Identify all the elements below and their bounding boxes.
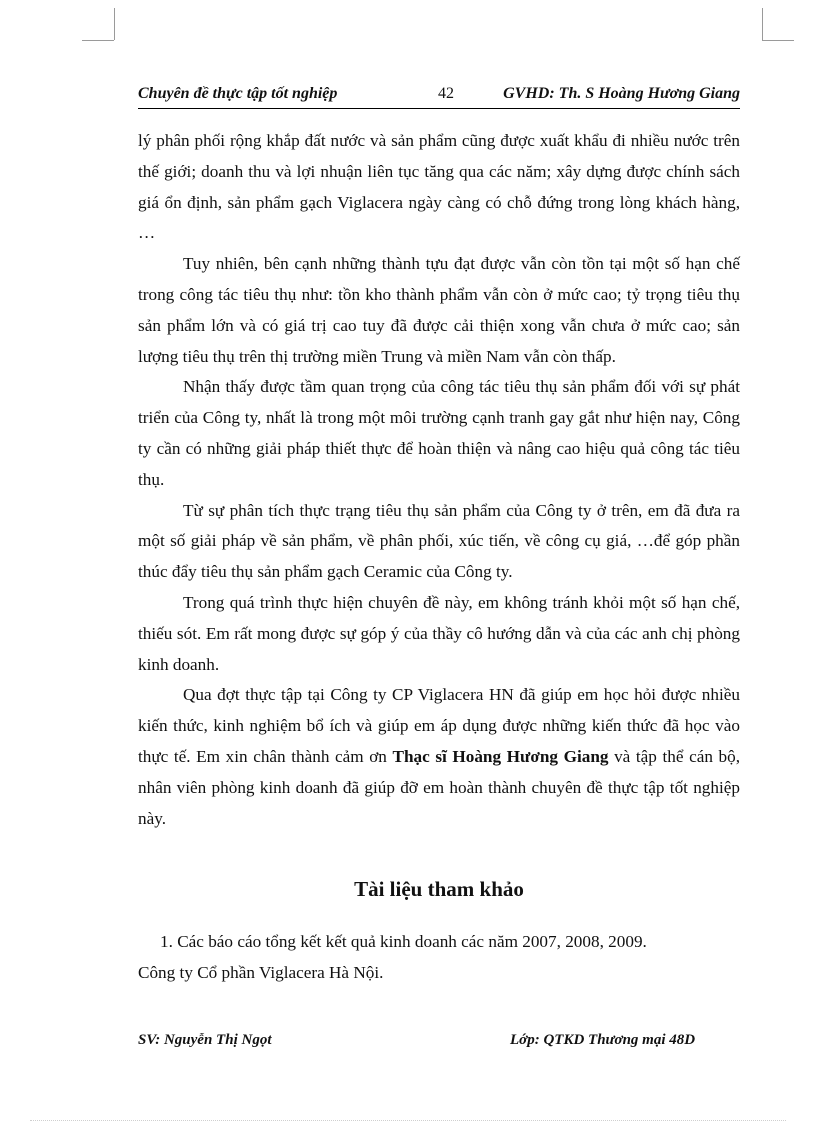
crop-mark-top-right-h — [762, 40, 794, 41]
references-list — [138, 926, 740, 988]
paragraph-3: Nhận thấy được tầm quan trọng của công tác tiêu thụ sản phẩm đối với sự phát triển của Công ty, nhất là trong một môi trường cạnh tranh gay gắt như hiện nay, Công ty cần có những giải pháp thiết thực để hoàn thiện và nâng cao hiệu quả công tác tiêu thụ. — [138, 377, 740, 489]
page-number: 42 — [438, 85, 454, 102]
paragraph-1: lý phân phối rộng khắp đất nước và sản phẩm cũng được xuất khẩu đi nhiều nước trên thế giới; doanh thu và lợi nhuận liên tục tăng qua các năm; xây dựng được chính sách giá ổn định, sản phẩm gạch Viglacera ngày càng có chỗ đứng trong lòng khách hàng, … — [138, 131, 740, 243]
paragraph-6-text-a: Qua đợt thực tập tại Công ty CP Viglacera HN đã giúp em học hỏi được nhiều kiến thức, kinh nghiệm bổ ích và giúp em áp dụng được những kiến thức đã học vào thực tế. Em xin chân thành cảm ơn — [138, 685, 740, 766]
reference-item-1: 1. Các báo cáo tổng kết kết quả kinh doanh các năm 2007, 2008, 2009. — [160, 932, 647, 951]
reference-item-1-continued: Công ty Cổ phần Viglacera Hà Nội. — [138, 963, 384, 982]
supervisor-name: Thạc sĩ Hoàng Hương Giang — [392, 746, 609, 766]
document-body — [138, 126, 740, 834]
crop-mark-top-left-h — [82, 40, 114, 41]
references-heading: Tài liệu tham khảo — [354, 877, 524, 901]
paragraph-6 — [138, 680, 740, 834]
paragraph-2: Tuy nhiên, bên cạnh những thành tựu đạt được vẫn còn tồn tại một số hạn chế trong công tác tiêu thụ như: tồn kho thành phẩm vẫn còn ở mức cao; tỷ trọng tiêu thụ sản phẩm lớn và có giá trị cao tuy đã được cải thiện xong vẫn chưa ở mức cao; sản lượng tiêu thụ trên thị trường miền Trung và miền Nam vẫn còn thấp. — [138, 254, 740, 366]
paragraph-5: Trong quá trình thực hiện chuyên đề này, em không tránh khỏi một số hạn chế, thiếu sót. Em rất mong được sự góp ý của thầy cô hướng dẫn và của các anh chị phòng kinh doanh. — [138, 592, 740, 674]
page-bottom-divider — [30, 1120, 786, 1121]
paragraph-6-text-b: và tập thể cán bộ, nhân viên phòng kinh doanh đã giúp đỡ em hoàn thành chuyên đề thực tập tốt nghiệp này. — [138, 746, 740, 828]
page-header — [138, 82, 740, 109]
header-title: Chuyên đề thực tập tốt nghiệp — [138, 85, 338, 102]
crop-mark-top-right-v — [762, 8, 763, 40]
footer-class: Lớp: QTKD Thương mại 48D — [510, 1032, 696, 1048]
header-supervisor: GVHD: Th. S Hoàng Hương Giang — [503, 85, 740, 102]
crop-mark-top-left-v — [114, 8, 115, 40]
footer-student: SV: Nguyễn Thị Ngọt — [138, 1032, 272, 1048]
paragraph-4: Từ sự phân tích thực trạng tiêu thụ sản phẩm của Công ty ở trên, em đã đưa ra một số giải pháp về sản phẩm, về phân phối, xúc tiến, về công cụ giá, …để góp phần thúc đẩy tiêu thụ sản phẩm gạch Ceramic của Công ty. — [138, 500, 740, 582]
